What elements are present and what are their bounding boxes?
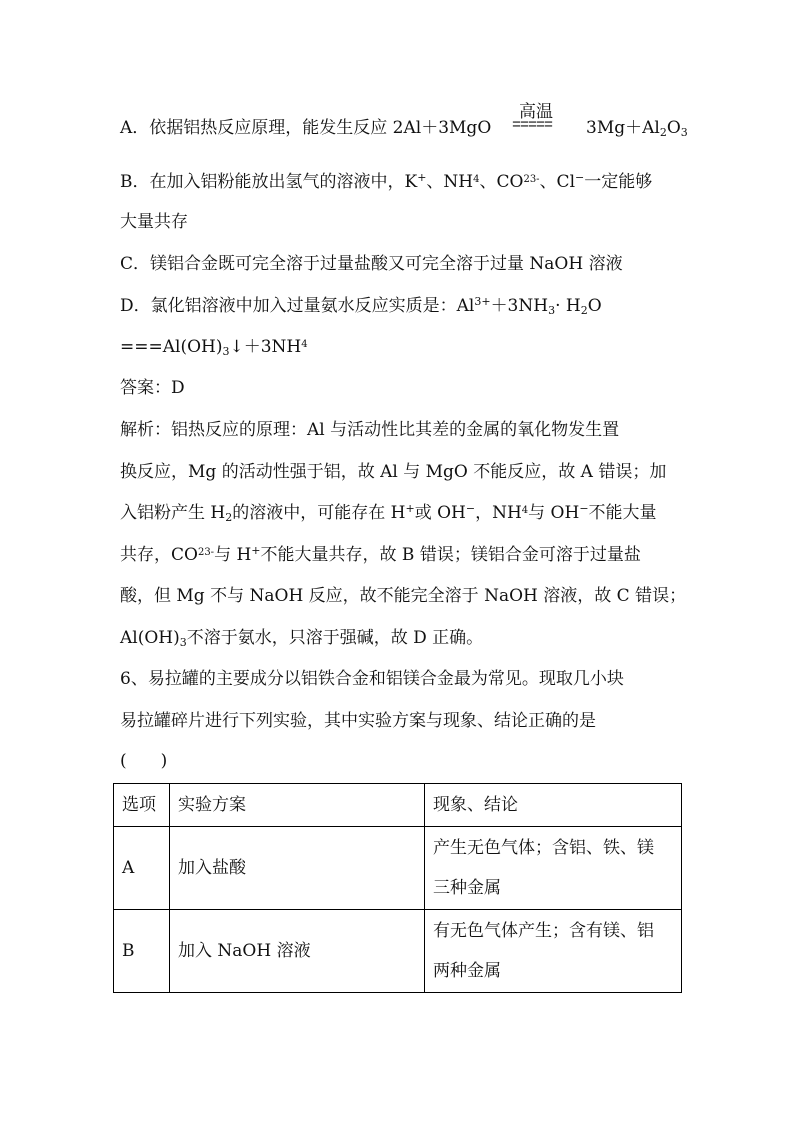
text-run: 、NH <box>426 172 474 192</box>
row-result <box>425 910 682 993</box>
row-option: A <box>114 827 170 910</box>
subscript: 2 <box>225 511 233 524</box>
text-run: ＋3NH <box>490 296 549 316</box>
text-run: 入铝粉产生 H <box>120 503 226 523</box>
reaction-condition: 高温 <box>519 102 553 122</box>
option-d-line-2 <box>120 337 308 357</box>
superscript: 4 <box>473 174 480 185</box>
text-run: Al(OH) <box>120 628 180 648</box>
text-run: 不溶于氨水，只溶于强碱，故 D 正确。 <box>186 628 484 648</box>
header-option: 选项 <box>114 784 170 827</box>
superscript: 4 <box>521 505 529 516</box>
option-b-line-1 <box>120 172 652 192</box>
row-option: B <box>114 910 170 993</box>
text-run: 与 H <box>214 545 252 565</box>
analysis-line-6 <box>120 628 483 648</box>
superscript: + <box>405 502 415 515</box>
table-header-row <box>114 784 682 827</box>
reaction-equals: ===== <box>512 117 553 134</box>
subscript: 3 <box>179 636 187 649</box>
subscript: 3 <box>222 345 230 358</box>
question-6-line-1: 6、易拉罐的主要成分以铝铁合金和铝镁合金最为常见。现取几小块 <box>120 669 624 689</box>
analysis-line-4 <box>120 545 641 565</box>
text-run: D．氯化铝溶液中加入过量氨水反应实质是：Al <box>120 296 475 316</box>
option-a <box>120 118 491 138</box>
product-text: 3Mg＋Al <box>586 118 660 138</box>
answer: 答案：D <box>120 378 185 398</box>
row-result <box>425 827 682 910</box>
answer-blank: ( ) <box>120 751 168 771</box>
superscript: 4 <box>301 339 308 350</box>
text-run: 不能大量 <box>588 503 657 523</box>
row-plan: 加入 NaOH 溶液 <box>170 910 425 993</box>
option-b-line-2: 大量共存 <box>120 212 188 232</box>
row-result-line-1: 产生无色气体；含铝、铁、镁 <box>433 838 654 858</box>
row-result-line-2: 两种金属 <box>433 961 501 981</box>
text-run: ，NH <box>475 503 522 523</box>
superscript: − <box>465 502 476 515</box>
superscript: + <box>417 171 427 184</box>
header-result: 现象、结论 <box>425 784 682 827</box>
text-run: · H <box>555 296 581 316</box>
option-a-products <box>586 118 688 138</box>
text-run: 与 OH <box>528 503 580 523</box>
analysis-line-3 <box>120 503 657 523</box>
text-run: 、CO <box>479 172 524 192</box>
option-c: C．镁铝合金既可完全溶于过量盐酸又可完全溶于过量 NaOH 溶液 <box>120 254 623 274</box>
header-plan: 实验方案 <box>170 784 425 827</box>
analysis-line-2: 换反应，Mg 的活动性强于铝，故 Al 与 MgO 不能反应，故 A 错误；加 <box>120 462 667 482</box>
superscript: 23- <box>197 547 215 558</box>
text-run: 共存，CO <box>120 545 198 565</box>
superscript: − <box>575 171 585 184</box>
option-a-prefix: A．依据铝热反应原理，能发生反应 2Al＋3MgO <box>120 118 492 138</box>
subscript: 2 <box>659 126 667 139</box>
row-result-line-2: 三种金属 <box>433 878 501 898</box>
experiment-table <box>113 783 682 993</box>
text-run: 不能大量共存，故 B 错误；镁铝合金可溶于过量盐 <box>260 545 641 565</box>
question-6-line-2: 易拉罐碎片进行下列实验，其中实验方案与现象、结论正确的是 <box>120 711 596 731</box>
text-run: 、Cl <box>539 172 576 192</box>
row-plan: 加入盐酸 <box>170 827 425 910</box>
text-run: 一定能够 <box>584 172 653 192</box>
oxygen: O <box>666 118 681 138</box>
subscript: 3 <box>548 304 556 317</box>
text-run: ↓＋3NH <box>229 337 302 357</box>
table-row <box>114 910 682 993</box>
analysis-line-1: 解析：铝热反应的原理：Al 与活动性比其差的金属的氧化物发生置 <box>120 420 620 440</box>
superscript: + <box>251 544 261 557</box>
row-result-line-1: 有无色气体产生；含有镁、铝 <box>433 921 654 941</box>
superscript: 3+ <box>474 295 491 308</box>
table-row <box>114 827 682 910</box>
option-d-line-1 <box>120 296 602 316</box>
subscript: 3 <box>680 126 688 139</box>
text-run: 或 OH <box>414 503 466 523</box>
analysis-line-5: 酸，但 Mg 不与 NaOH 反应，故不能完全溶于 NaOH 溶液，故 C 错误； <box>120 586 687 606</box>
text-run: 的溶液中，可能存在 H <box>232 503 406 523</box>
text-run: ===Al(OH) <box>120 337 223 357</box>
text-run: B．在加入铝粉能放出氢气的溶液中，K <box>120 172 418 192</box>
subscript: 2 <box>580 304 588 317</box>
superscript: − <box>579 502 589 515</box>
text-run: O <box>587 296 602 316</box>
superscript: 23- <box>523 174 540 185</box>
